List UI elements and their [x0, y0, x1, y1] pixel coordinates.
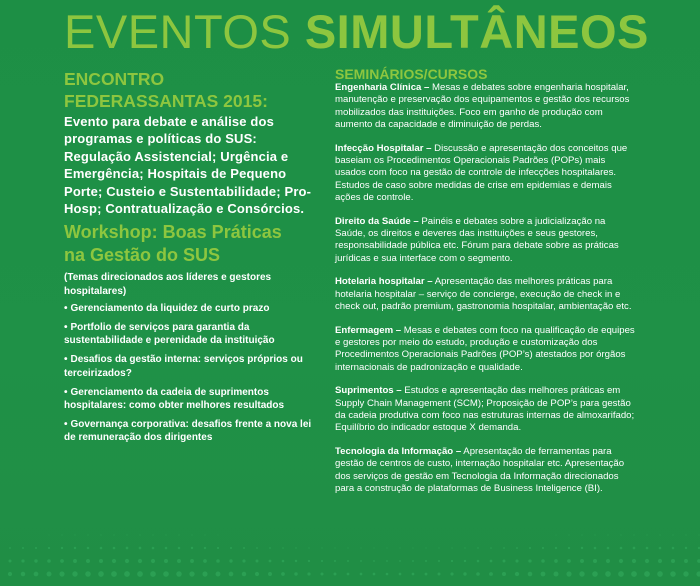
halftone-dot — [607, 534, 608, 535]
halftone-dot — [164, 559, 168, 563]
seminar-title: Enfermagem – — [335, 324, 402, 336]
halftone-dot — [126, 534, 127, 535]
halftone-dot — [281, 572, 285, 576]
halftone-dot — [138, 559, 142, 563]
halftone-dot — [670, 571, 676, 577]
halftone-dot — [631, 571, 637, 577]
halftone-dot — [165, 547, 168, 550]
halftone-dot — [386, 560, 388, 562]
halftone-dot — [294, 572, 297, 575]
halftone-dot — [387, 548, 388, 549]
seminar-title: Suprimentos – — [335, 385, 402, 397]
halftone-dot — [579, 571, 584, 576]
halftone-dot — [282, 560, 285, 563]
halftone-dot — [671, 559, 675, 563]
workshop-note: (Temas direcionados aos líderes e gestores hospitalares) — [64, 272, 272, 297]
halftone-dot — [72, 571, 77, 576]
halftone-dot — [516, 547, 518, 549]
halftone-dot — [320, 572, 323, 575]
halftone-dot — [191, 547, 193, 549]
halftone-dot — [659, 547, 662, 550]
halftone-dot — [672, 534, 673, 535]
halftone-dot — [151, 559, 155, 563]
halftone-dot — [85, 571, 91, 577]
halftone-dot — [361, 548, 362, 549]
halftone-dots-decoration — [0, 516, 700, 586]
halftone-dot — [502, 572, 506, 576]
halftone-dot — [555, 547, 557, 549]
seminar-text: Apresentação das melhores práticas para hotelaria hospitalar – serviço de concierge, execução de check in e check out, padrão premium, gastronomia hospitalar, ambientação etc. — [335, 276, 632, 312]
halftone-dot — [490, 560, 493, 563]
halftone-dot — [98, 571, 104, 577]
halftone-dot — [659, 534, 660, 535]
halftone-dot — [99, 559, 103, 563]
halftone-dot — [360, 573, 363, 576]
halftone-dot — [242, 559, 245, 562]
bullet-icon: • — [64, 303, 68, 315]
halftone-dot — [569, 535, 570, 536]
bullet-item — [64, 418, 314, 445]
halftone-dot — [255, 572, 259, 576]
halftone-dot — [618, 571, 624, 577]
halftone-dot — [218, 535, 219, 536]
halftone-dot — [450, 572, 453, 575]
halftone-dot — [347, 560, 349, 562]
halftone-dot — [150, 571, 156, 577]
halftone-dot — [124, 571, 130, 577]
halftone-dot — [74, 547, 76, 549]
seminar-title: Engenharia Clínica – — [335, 82, 430, 93]
seminar-text: Mesas e debates sobre engenharia hospitalar, manutenção e preservação dos equipamentos e gestão dos recursos mobilizados das instituições. Foco em ganho de produção com aumento da capacidade e diminuição de perdas. — [335, 82, 630, 130]
halftone-dot — [553, 571, 558, 576]
halftone-dot — [47, 559, 51, 563]
halftone-dot — [295, 547, 296, 548]
halftone-dot — [581, 547, 583, 549]
halftone-dot — [22, 547, 24, 549]
halftone-dot — [386, 573, 389, 576]
seminarios-heading: SEMINÁRIOS/CURSOS — [335, 66, 488, 82]
seminar-entry — [335, 82, 635, 131]
halftone-dot — [268, 572, 272, 576]
seminar-text: Apresentação de ferramentas para gestão de centros de custo, internação hospitalar etc. Apresentação dos serviços de gestão em Tecnologia da Informação direcionados para a construção de plataformas de Business Inteligence (BI). — [335, 446, 625, 495]
halftone-dot — [61, 547, 63, 549]
seminar-entry — [335, 143, 635, 204]
halftone-dot — [657, 571, 663, 577]
halftone-dot — [360, 560, 362, 562]
seminar-title: Direito da Saúde – — [335, 215, 419, 227]
halftone-dot — [451, 560, 453, 562]
seminar-entry — [335, 276, 635, 313]
encontro-heading-line1: ENCONTRO — [64, 69, 165, 89]
halftone-dot — [216, 572, 221, 577]
halftone-dot — [477, 547, 478, 548]
halftone-dot — [152, 534, 153, 535]
bullet-icon: • — [64, 386, 68, 398]
halftone-dot — [515, 559, 518, 562]
halftone-dot — [190, 559, 194, 563]
halftone-dot — [606, 559, 610, 563]
seminar-title: Tecnologia da Informação – — [335, 446, 462, 458]
workshop-heading-line1: Workshop: Boas Práticas — [64, 222, 282, 243]
seminar-title: Infecção Hospitalar – — [335, 142, 432, 154]
halftone-dot — [684, 559, 688, 563]
halftone-dot — [112, 559, 116, 563]
halftone-dot — [205, 535, 206, 536]
seminar-text: Painéis e debates sobre a judicialização na Saúde, os direitos e deveres das instituições e seus gestores, responsabilidade pública etc. Fórum para debate sobre as práticas jurídicas e sua interface com o segmento. — [335, 215, 619, 264]
halftone-dot — [308, 547, 309, 548]
halftone-dot — [568, 547, 570, 549]
left-column — [64, 68, 314, 450]
encontro-heading — [64, 68, 314, 112]
halftone-dot — [542, 547, 544, 549]
seminar-text: Discussão e apresentação dos conceitos que baseiam os Procedimentos Operacionais Padrões (POPs) mais usados com foco na gestão de controle de infecções hospitalares. Estudos de caso sobre medidas de crise em epidemias e demais ações de controle. — [335, 142, 628, 203]
halftone-dot — [73, 559, 77, 563]
halftone-dot — [605, 571, 611, 577]
halftone-dot — [413, 548, 414, 549]
halftone-dot — [49, 535, 50, 536]
page-title — [64, 4, 649, 60]
halftone-dot — [229, 559, 232, 562]
workshop-bullets — [64, 302, 314, 445]
halftone-dot — [139, 534, 140, 535]
halftone-dot — [256, 547, 258, 549]
halftone-dot — [696, 571, 700, 576]
halftone-dot — [256, 560, 259, 563]
halftone-dot — [35, 547, 37, 549]
halftone-dot — [176, 571, 182, 577]
halftone-dot — [100, 534, 101, 535]
halftone-dot — [593, 559, 597, 563]
halftone-dot — [529, 547, 531, 549]
halftone-dot — [683, 571, 688, 576]
halftone-dot — [86, 559, 90, 563]
halftone-dot — [295, 560, 297, 562]
halftone-dot — [438, 573, 441, 576]
halftone-dot — [216, 559, 220, 563]
halftone-dot — [179, 535, 180, 536]
halftone-dot — [541, 572, 546, 577]
bullet-text: Governança corporativa: desafios frente a nova lei de remuneração dos dirigentes — [64, 418, 312, 444]
halftone-dot — [580, 559, 584, 563]
bullet-item — [64, 302, 314, 315]
halftone-dot — [477, 560, 480, 563]
halftone-dot — [269, 560, 272, 563]
right-column — [335, 67, 635, 507]
halftone-dot — [554, 559, 558, 563]
halftone-dot — [34, 572, 39, 577]
halftone-dot — [88, 535, 89, 536]
halftone-dot — [177, 559, 181, 563]
halftone-dot — [125, 559, 129, 563]
halftone-dot — [503, 560, 506, 563]
bullet-item — [64, 386, 314, 413]
halftone-dot — [556, 535, 557, 536]
halftone-dot — [607, 547, 610, 550]
bullet-text: Gerenciamento da cadeia de suprimentos hospitalares: como obter melhores resultados — [64, 386, 285, 411]
halftone-dot — [528, 572, 533, 577]
halftone-dot — [243, 547, 245, 549]
halftone-dot — [412, 560, 414, 562]
seminar-text: Estudos e apresentação das melhores práticas em Supply Chain Management (SCM); Proposição de POP’s para gestão da cadeia produtiva com foco nas estruturas internas de almoxarifado; Equilíbrio do indicador estoque X demanda. — [335, 385, 635, 434]
halftone-dot — [307, 572, 310, 575]
halftone-dot — [21, 572, 26, 577]
halftone-dot — [9, 547, 11, 549]
halftone-dot — [399, 560, 401, 562]
halftone-dot — [8, 559, 11, 562]
halftone-dot — [100, 547, 103, 550]
halftone-dot — [21, 559, 24, 562]
halftone-dot — [464, 547, 465, 548]
halftone-dot — [633, 534, 634, 535]
halftone-dot — [137, 571, 143, 577]
halftone-dot — [126, 547, 129, 550]
halftone-dot — [308, 560, 310, 562]
halftone-dot — [163, 571, 169, 577]
halftone-dot — [594, 534, 595, 535]
bullet-icon: • — [64, 321, 68, 333]
halftone-dot — [111, 571, 117, 577]
halftone-dot — [632, 559, 636, 563]
halftone-dot — [113, 547, 116, 550]
halftone-dot — [113, 534, 114, 535]
halftone-dot — [75, 535, 76, 536]
halftone-dot — [192, 535, 193, 536]
halftone-dot — [139, 547, 142, 550]
encontro-heading-line2: FEDERASSANTAS 2015: — [64, 91, 268, 111]
halftone-dot — [699, 535, 700, 536]
halftone-dot — [204, 547, 206, 549]
halftone-dot — [178, 547, 181, 550]
halftone-dot — [644, 571, 650, 577]
title-bold: SIMULTÂNEOS — [304, 5, 649, 58]
halftone-dot — [463, 572, 466, 575]
halftone-dot — [594, 547, 597, 550]
halftone-dot — [425, 573, 428, 576]
halftone-dot — [373, 560, 375, 562]
halftone-dot — [646, 547, 649, 550]
halftone-dot — [87, 547, 90, 550]
halftone-dot — [242, 572, 246, 576]
halftone-dot — [503, 547, 505, 549]
halftone-dot — [152, 547, 155, 550]
bullet-icon: • — [64, 418, 68, 430]
halftone-dot — [400, 548, 401, 549]
halftone-dot — [321, 547, 322, 548]
halftone-dot — [229, 572, 234, 577]
halftone-dot — [60, 559, 64, 563]
halftone-dot — [646, 534, 647, 535]
title-light: EVENTOS — [64, 5, 292, 58]
halftone-dot — [528, 559, 531, 562]
seminar-entry — [335, 325, 635, 374]
halftone-dot — [633, 547, 636, 550]
halftone-dot — [399, 573, 402, 576]
halftone-dot — [412, 573, 415, 576]
halftone-dot — [567, 559, 571, 563]
halftone-dot — [476, 572, 480, 576]
workshop-heading-line2: na Gestão do SUS — [64, 244, 221, 265]
halftone-dot — [566, 571, 571, 576]
seminar-text: Mesas e debates com foco na qualificação de equipes e gestores por meio do estudo, produção e customização dos Procedimentos Operacionais Padrões (POP’s) atestados por órgãos internacionais de padronização e qualidade. — [335, 324, 635, 373]
halftone-dot — [202, 571, 207, 576]
halftone-dot — [62, 535, 63, 536]
halftone-dot — [619, 559, 623, 563]
halftone-dot — [282, 547, 284, 549]
bullet-item — [64, 353, 314, 380]
halftone-dot — [685, 547, 687, 549]
halftone-dot — [620, 534, 621, 535]
halftone-dot — [34, 559, 37, 562]
halftone-dot — [438, 560, 440, 562]
seminar-entry — [335, 216, 635, 265]
bullet-icon: • — [64, 354, 68, 366]
halftone-dot — [334, 560, 336, 562]
halftone-dot — [334, 547, 335, 548]
halftone-dot — [230, 547, 232, 549]
halftone-dot — [347, 573, 350, 576]
halftone-dot — [686, 535, 687, 536]
halftone-dot — [438, 547, 439, 548]
halftone-dot — [620, 547, 623, 550]
seminar-entry — [335, 446, 635, 495]
bullet-text: Gerenciamento da liquidez de curto prazo — [70, 303, 270, 315]
halftone-dot — [269, 547, 271, 549]
halftone-dot — [47, 572, 52, 577]
halftone-dot — [189, 571, 194, 576]
halftone-dot — [672, 547, 675, 550]
seminar-title: Hotelaria hospitalar – — [335, 276, 433, 288]
workshop-heading — [64, 221, 314, 266]
halftone-dot — [373, 573, 376, 576]
halftone-dot — [374, 548, 375, 549]
bullet-text: Desafios da gestão interna: serviços próprios ou terceirizados? — [64, 354, 303, 379]
encontro-body: Evento para debate e análise dos programas e políticas do SUS: Regulação Assistencial; Urgência e Emergência; Hospitais de Pequeno Porte; Custeio e Sustentabilidade; Pro-Hosp; Contratualização e Consórcios. — [64, 114, 312, 217]
halftone-dot — [489, 572, 493, 576]
halftone-dot — [48, 547, 50, 549]
halftone-dot — [425, 547, 426, 548]
halftone-dot — [592, 571, 598, 577]
halftone-dot — [425, 560, 427, 562]
halftone-dot — [334, 573, 337, 576]
halftone-dot — [203, 559, 207, 563]
halftone-dot — [321, 560, 323, 562]
halftone-dot — [582, 535, 583, 536]
halftone-dot — [645, 559, 649, 563]
halftone-dot — [541, 559, 545, 563]
halftone-dot — [217, 547, 219, 549]
halftone-dot — [490, 547, 492, 549]
halftone-dot — [8, 572, 12, 576]
seminar-entry — [335, 385, 635, 434]
bullet-text: Portfolio de serviços para garantia da sustentabilidade e perenidade da instituição — [64, 321, 275, 347]
halftone-dot — [165, 534, 166, 535]
halftone-dot — [348, 548, 349, 549]
halftone-dot — [451, 547, 452, 548]
halftone-dot — [59, 571, 64, 576]
halftone-dot — [464, 560, 466, 562]
halftone-dot — [658, 559, 662, 563]
bullet-item — [64, 321, 314, 348]
halftone-dot — [515, 572, 519, 576]
